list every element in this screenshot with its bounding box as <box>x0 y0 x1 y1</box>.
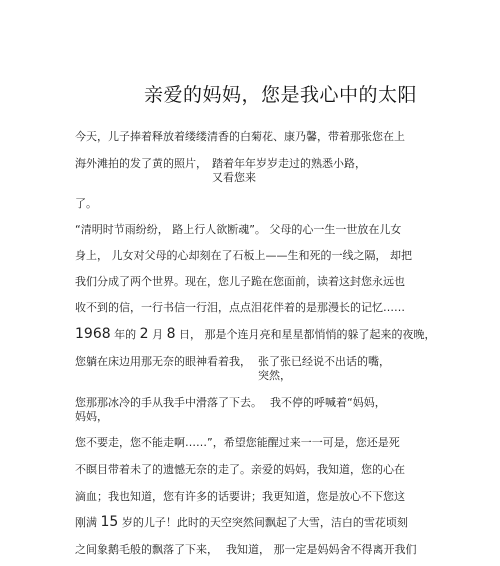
paragraph-line-10a: 您那那冰冷的手从我手中滑落了下去。 <box>75 396 262 409</box>
paragraph-line-2b: 踏着年年岁岁走过的熟悉小路， <box>212 157 366 170</box>
paragraph-line-14 <box>75 515 408 530</box>
date-text-1: 年的 <box>114 328 137 341</box>
age-text-1: 刚满 <box>75 516 97 529</box>
paragraph-line-10b: 我不停的呼喊着“妈妈， <box>270 396 386 409</box>
paragraph-line-2a: 海外滩拍的发了黄的照片， <box>75 157 207 170</box>
date-month: 2 <box>139 326 149 342</box>
paragraph-line-6: 我们分成了两个世界。现在，您儿子跪在您面前，读着这封您永远也 <box>75 275 405 288</box>
paragraph-line-7: 收不到的信，一行书信一行泪，点点泪花伴着的是那漫长的记忆…… <box>75 301 405 314</box>
date-text-2: 月 <box>152 328 164 341</box>
paragraph-line-11: 您不要走，您不能走啊……”，希望您能醒过来一一可是，您还是死 <box>75 436 400 449</box>
paragraph-line-4: “清明时节雨纷纷， 路上行人欲断魂”。 父母的心一生一世放在儿女 <box>75 223 402 236</box>
paragraph-line-9a: 您躺在床边用那无奈的眼神看着我， <box>75 355 251 368</box>
paragraph-line-3: 了。 <box>75 197 97 210</box>
paragraph-line-1: 今天，儿子捧着释放着缕缕清香的白菊花、康乃馨，带着那张您在上 <box>75 130 405 143</box>
paragraph-line-12: 不瞑目带着未了的遗憾无奈的走了。亲爱的妈妈，我知道，您的心在 <box>75 463 405 476</box>
paragraph-line-9c: 突然， <box>258 369 291 382</box>
paragraph-line-15a: 之间象鹅毛般的飘落了下来， <box>75 543 218 556</box>
paragraph-line-9b: 张了张已经说不出话的嘴， <box>258 355 390 368</box>
age-number: 15 <box>100 514 119 530</box>
paragraph-line-10c: 妈妈， <box>75 410 108 423</box>
page-title: 亲爱的妈妈，您是我心中的太阳 <box>144 84 418 106</box>
paragraph-line-8 <box>75 327 435 342</box>
date-text-3: 日， 那是个连月亮和星星都悄悄的躲了起来的夜晚， <box>178 328 436 341</box>
paragraph-line-15b: 我知道， 那一定是妈妈舍不得离开我们 <box>226 543 417 556</box>
paragraph-line-2c: 又看您来 <box>212 171 256 184</box>
paragraph-line-13: 滴血；我也知道，您有许多的话要讲；我更知道，您是放心不下您这 <box>75 490 405 503</box>
age-text-2: 岁的儿子！此时的天空突然间飘起了大雪，洁白的雪花顷刻 <box>121 516 408 529</box>
paragraph-line-5: 身上， 儿女对父母的心却刻在了石板上——生和死的一线之隔， 却把 <box>75 249 412 262</box>
date-day: 8 <box>166 326 176 342</box>
date-year: 1968 <box>75 326 111 342</box>
